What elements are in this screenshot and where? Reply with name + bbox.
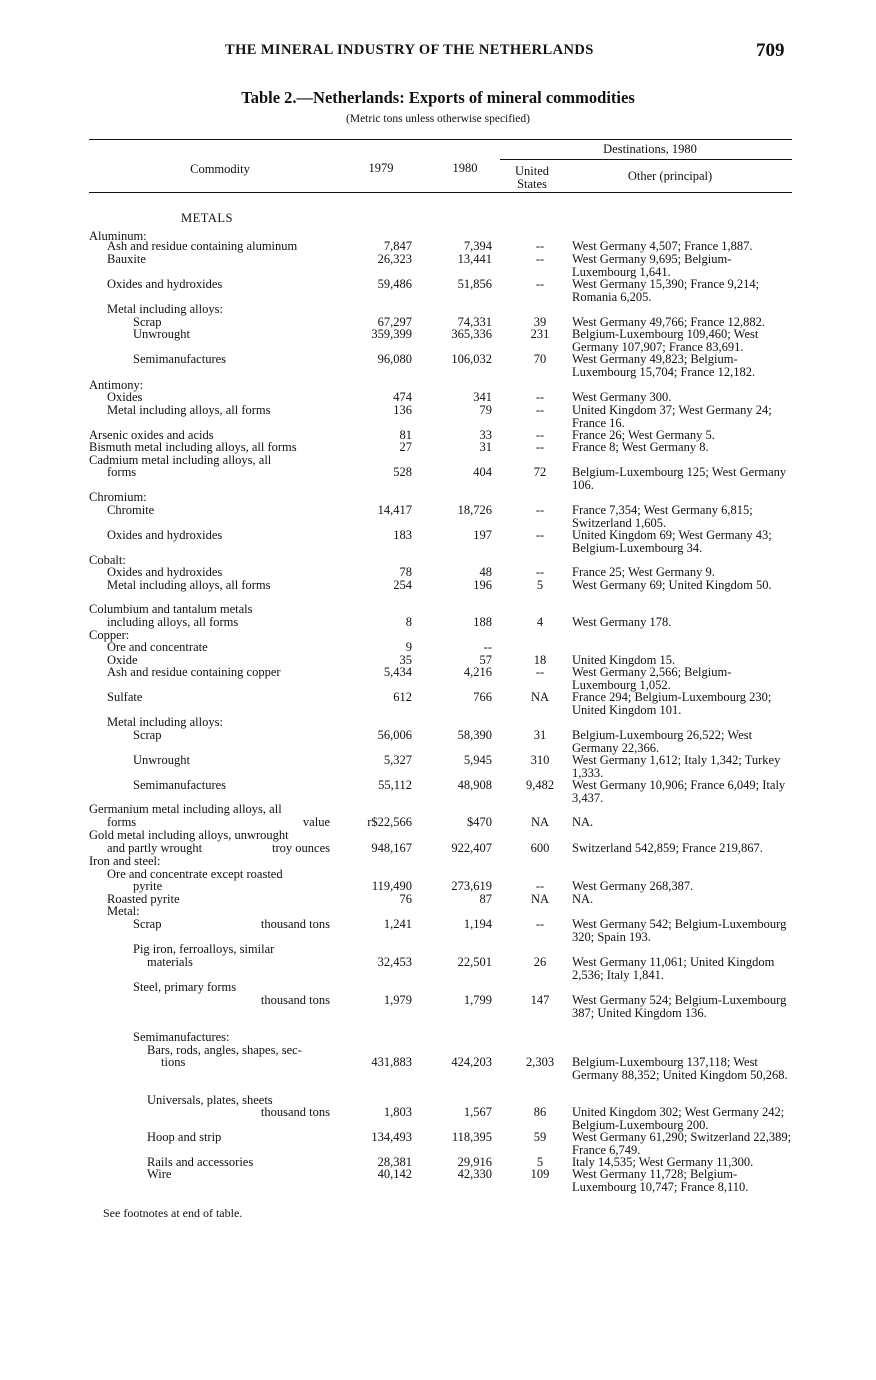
value-other-destinations: France 7,354; West Germany 6,815; Switzerland 1,605. (572, 503, 753, 530)
value-1979: 8 (405, 615, 412, 629)
value-1980: 365,336 (451, 327, 492, 341)
value-united-states: -- (535, 879, 545, 893)
value-1979: 96,080 (377, 352, 412, 366)
value-united-states: 600 (530, 841, 550, 855)
value-united-states: -- (535, 428, 545, 442)
value-1979: 359,399 (371, 327, 412, 341)
unit-label: troy ounces (272, 841, 330, 855)
value-other-destinations: United Kingdom 15. (572, 653, 676, 667)
commodity-label: Roasted pyrite (107, 892, 180, 906)
value-1980: 188 (473, 615, 492, 629)
value-1980: 58,390 (457, 728, 492, 742)
header-other: Other (principal) (627, 169, 713, 183)
commodity-label: Wire (147, 1167, 172, 1181)
header-bottom-rule (89, 192, 792, 193)
header-commodity: Commodity (190, 162, 250, 176)
destinations-rule (500, 159, 792, 160)
commodity-label: Scrap (133, 315, 162, 329)
header-united-states: United States (514, 164, 550, 191)
value-other-destinations: Belgium-Luxembourg 26,522; West Germany 22,366. (572, 728, 753, 755)
value-1980: 13,441 (457, 252, 492, 266)
value-1979: 59,486 (377, 277, 412, 291)
commodity-label: Universals, plates, sheets (147, 1093, 273, 1107)
commodity-label: Oxides and hydroxides (107, 277, 223, 291)
value-united-states: -- (535, 277, 545, 291)
value-united-states: 72 (533, 465, 547, 479)
section-metals: METALS (181, 211, 233, 225)
commodity-label: Metal including alloys: (107, 302, 223, 316)
value-united-states: 26 (533, 955, 547, 969)
value-other-destinations: West Germany 268,387. (572, 879, 694, 893)
commodity-label: Sulfate (107, 690, 143, 704)
value-1980: 51,856 (457, 277, 492, 291)
commodity-label: Gold metal including alloys, unwrought (89, 828, 289, 842)
value-1980: 31 (479, 440, 492, 454)
value-1979: 119,490 (371, 879, 412, 893)
value-1979: 32,453 (377, 955, 412, 969)
value-united-states: NA (530, 690, 550, 704)
value-1980: 1,567 (463, 1105, 492, 1119)
commodity-label: Oxides and hydroxides (107, 565, 223, 579)
value-other-destinations: France 25; West Germany 9. (572, 565, 715, 579)
value-1980: 79 (479, 403, 492, 417)
commodity-label: Bauxite (107, 252, 146, 266)
value-united-states: 4 (536, 615, 544, 629)
value-other-destinations: West Germany 49,766; France 12,882. (572, 315, 766, 329)
commodity-label: Oxides (107, 390, 143, 404)
value-united-states: 86 (533, 1105, 547, 1119)
value-other-destinations: United Kingdom 37; West Germany 24; France 16. (572, 403, 772, 430)
commodity-label: pyrite (133, 879, 163, 893)
value-1979: 1,803 (383, 1105, 412, 1119)
unit-label: value (302, 815, 330, 829)
commodity-label: Unwrought (133, 753, 190, 767)
value-other-destinations: United Kingdom 302; West Germany 242; Belgium-Luxembourg 200. (572, 1105, 785, 1132)
value-other-destinations: NA. (572, 892, 594, 906)
value-united-states: -- (535, 239, 545, 253)
value-united-states: 39 (533, 315, 547, 329)
value-united-states: 109 (530, 1167, 550, 1181)
value-other-destinations: France 8; West Germany 8. (572, 440, 709, 454)
unit-label: thousand tons (260, 993, 330, 1007)
page-header (0, 40, 876, 64)
commodity-label: Iron and steel: (89, 854, 161, 868)
value-1980: 1,194 (463, 917, 492, 931)
value-other-destinations: West Germany 2,566; Belgium-Luxembourg 1,052. (572, 665, 732, 692)
value-1979: 528 (393, 465, 412, 479)
value-1979: 27 (399, 440, 412, 454)
value-united-states: 18 (533, 653, 547, 667)
commodity-label: Metal: (107, 904, 140, 918)
commodity-label: Cobalt: (89, 553, 126, 567)
value-united-states: -- (535, 917, 545, 931)
value-other-destinations: Belgium-Luxembourg 109,460; West Germany 107,907; France 83,691. (572, 327, 759, 354)
value-1979: 1,241 (383, 917, 412, 931)
value-1980: -- (483, 640, 492, 654)
value-1979: 254 (393, 578, 412, 592)
value-1979: 1,979 (383, 993, 412, 1007)
value-1979: 183 (393, 528, 412, 542)
value-other-destinations: Belgium-Luxembourg 125; West Germany 106. (572, 465, 787, 492)
value-1979: 76 (399, 892, 412, 906)
value-other-destinations: Belgium-Luxembourg 137,118; West Germany 88,352; United Kingdom 50,268. (572, 1055, 788, 1082)
value-other-destinations: West Germany 542; Belgium-Luxembourg 320; Spain 193. (572, 917, 787, 944)
value-other-destinations: West Germany 15,390; France 9,214; Romania 6,205. (572, 277, 760, 304)
commodity-label: Bars, rods, angles, shapes, sec- (147, 1043, 302, 1057)
value-1980: 7,394 (463, 239, 492, 253)
value-united-states: -- (535, 252, 545, 266)
value-1980: 922,407 (451, 841, 492, 855)
value-1979: 7,847 (383, 239, 412, 253)
value-other-destinations: West Germany 524; Belgium-Luxembourg 387; United Kingdom 136. (572, 993, 787, 1020)
commodity-label: Rails and accessories (147, 1155, 254, 1169)
commodity-label: Chromite (107, 503, 155, 517)
value-1980: 42,330 (457, 1167, 492, 1181)
commodity-label: Ore and concentrate (107, 640, 208, 654)
commodity-label: including alloys, all forms (107, 615, 239, 629)
value-1980: 766 (473, 690, 492, 704)
value-other-destinations: West Germany 1,612; Italy 1,342; Turkey 1,333. (572, 753, 781, 780)
commodity-label: Columbium and tantalum metals (89, 602, 253, 616)
value-1980: 57 (479, 653, 492, 667)
value-1980: 404 (473, 465, 492, 479)
value-united-states: -- (535, 503, 545, 517)
value-1979: 67,297 (377, 315, 412, 329)
value-united-states: 59 (533, 1130, 547, 1144)
value-1980: 48 (479, 565, 492, 579)
value-1979: 136 (393, 403, 412, 417)
commodity-label: Arsenic oxides and acids (89, 428, 214, 442)
value-united-states: 70 (533, 352, 547, 366)
value-1980: 5,945 (463, 753, 492, 767)
value-1979: 26,323 (377, 252, 412, 266)
value-1980: 48,908 (457, 778, 492, 792)
commodity-label: Steel, primary forms (133, 980, 237, 994)
commodity-label: Chromium: (89, 490, 147, 504)
value-1980: 4,216 (463, 665, 492, 679)
commodity-label: Metal including alloys: (107, 715, 223, 729)
commodity-label: Oxides and hydroxides (107, 528, 223, 542)
commodity-label: Pig iron, ferroalloys, similar (133, 942, 275, 956)
value-united-states: -- (535, 565, 545, 579)
unit-label: thousand tons (260, 1105, 330, 1119)
value-other-destinations: Switzerland 542,859; France 219,867. (572, 841, 763, 855)
value-other-destinations: West Germany 69; United Kingdom 50. (572, 578, 772, 592)
value-other-destinations: West Germany 49,823; Belgium-Luxembourg 15,704; France 12,182. (572, 352, 756, 379)
value-1979: 9 (405, 640, 412, 654)
value-1980: 424,203 (451, 1055, 492, 1069)
table-title: Table 2.—Netherlands: Exports of mineral commodities (241, 88, 635, 107)
commodity-label: Semimanufactures (133, 778, 227, 792)
commodity-label: Ore and concentrate except roasted (107, 867, 283, 881)
commodity-label: Semimanufactures (133, 352, 227, 366)
value-1979: 612 (393, 690, 412, 704)
value-united-states: -- (535, 528, 545, 542)
commodity-label: materials (147, 955, 193, 969)
value-other-destinations: West Germany 10,906; France 6,049; Italy 3,437. (572, 778, 786, 805)
value-united-states: 31 (533, 728, 547, 742)
commodity-label: Metal including alloys, all forms (107, 403, 271, 417)
unit-label: thousand tons (260, 917, 330, 931)
value-1980: 1,799 (463, 993, 492, 1007)
value-1979: 14,417 (377, 503, 412, 517)
value-united-states: 9,482 (525, 778, 555, 792)
commodity-label: Scrap (133, 917, 162, 931)
value-other-destinations: West Germany 61,290; Switzerland 22,389; France 6,749. (572, 1130, 792, 1157)
value-1980: 33 (479, 428, 492, 442)
value-other-destinations: West Germany 11,728; Belgium-Luxembourg 10,747; France 8,110. (572, 1167, 749, 1194)
commodity-label: Unwrought (133, 327, 190, 341)
page-number: 709 (756, 40, 785, 61)
value-1980: 87 (479, 892, 492, 906)
commodity-label: Antimony: (89, 378, 144, 392)
value-other-destinations: Italy 14,535; West Germany 11,300. (572, 1155, 754, 1169)
commodity-label: Aluminum: (89, 229, 147, 243)
value-1979: 81 (399, 428, 412, 442)
commodity-label: Semimanufactures: (133, 1030, 230, 1044)
value-other-destinations: United Kingdom 69; West Germany 43; Belgium-Luxembourg 34. (572, 528, 772, 555)
value-other-destinations: France 26; West Germany 5. (572, 428, 715, 442)
commodity-label: and partly wrought (107, 841, 203, 855)
value-1980: 106,032 (451, 352, 492, 366)
value-united-states: NA (530, 815, 550, 829)
value-1979: 948,167 (371, 841, 412, 855)
value-1979: 134,493 (371, 1130, 412, 1144)
value-united-states: 5 (536, 578, 544, 592)
value-1980: 29,916 (457, 1155, 492, 1169)
value-united-states: -- (535, 665, 545, 679)
value-1980: 273,619 (451, 879, 492, 893)
commodity-label: Copper: (89, 628, 130, 642)
commodity-label: Ash and residue containing copper (107, 665, 281, 679)
value-1980: 22,501 (457, 955, 492, 969)
commodity-label: forms (107, 815, 137, 829)
value-1980: 197 (473, 528, 492, 542)
value-1979: r$22,566 (367, 815, 412, 829)
value-1979: 474 (393, 390, 412, 404)
commodity-label: Oxide (107, 653, 138, 667)
value-1979: 431,883 (371, 1055, 412, 1069)
commodity-label: Metal including alloys, all forms (107, 578, 271, 592)
header-destinations: Destinations, 1980 (603, 142, 697, 156)
value-united-states: 310 (530, 753, 550, 767)
value-united-states: 147 (530, 993, 550, 1007)
value-1979: 5,434 (383, 665, 412, 679)
commodity-label: forms (107, 465, 137, 479)
value-united-states: 2,303 (525, 1055, 555, 1069)
commodity-label: Germanium metal including alloys, all (89, 802, 282, 816)
commodity-label: Ash and residue containing aluminum (107, 239, 298, 253)
value-united-states: -- (535, 403, 545, 417)
value-1980: 18,726 (457, 503, 492, 517)
value-1980: 74,331 (457, 315, 492, 329)
value-united-states: NA (530, 892, 550, 906)
value-1979: 78 (399, 565, 412, 579)
value-1979: 40,142 (377, 1167, 412, 1181)
commodity-label: Scrap (133, 728, 162, 742)
value-other-destinations: West Germany 4,507; France 1,887. (572, 239, 753, 253)
value-other-destinations: West Germany 178. (572, 615, 672, 629)
commodity-label: tions (161, 1055, 186, 1069)
table-top-rule (89, 139, 792, 140)
commodity-label: Bismuth metal including alloys, all forms (89, 440, 297, 454)
commodity-label: Cadmium metal including alloys, all (89, 453, 272, 467)
value-united-states: -- (535, 390, 545, 404)
value-other-destinations: France 294; Belgium-Luxembourg 230; United Kingdom 101. (572, 690, 772, 717)
value-other-destinations: NA. (572, 815, 594, 829)
value-united-states: 231 (530, 327, 550, 341)
value-other-destinations: West Germany 11,061; United Kingdom 2,536; Italy 1,841. (572, 955, 775, 982)
header-1980: 1980 (452, 161, 478, 175)
value-other-destinations: West Germany 300. (572, 390, 672, 404)
value-other-destinations: West Germany 9,695; Belgium-Luxembourg 1,641. (572, 252, 732, 279)
header-1979: 1979 (368, 161, 394, 175)
value-1979: 55,112 (378, 778, 412, 792)
value-united-states: 5 (536, 1155, 544, 1169)
table-subtitle: (Metric tons unless otherwise specified) (346, 113, 530, 125)
running-head: THE MINERAL INDUSTRY OF THE NETHERLANDS (225, 42, 594, 58)
value-1980: $470 (467, 815, 492, 829)
footnote: See footnotes at end of table. (103, 1206, 243, 1220)
value-1980: 341 (473, 390, 492, 404)
value-1979: 35 (399, 653, 412, 667)
commodity-label: Hoop and strip (147, 1130, 222, 1144)
value-1979: 5,327 (383, 753, 412, 767)
value-1980: 196 (473, 578, 492, 592)
value-united-states: -- (535, 440, 545, 454)
value-1980: 118,395 (451, 1130, 492, 1144)
value-1979: 56,006 (377, 728, 412, 742)
value-1979: 28,381 (377, 1155, 412, 1169)
